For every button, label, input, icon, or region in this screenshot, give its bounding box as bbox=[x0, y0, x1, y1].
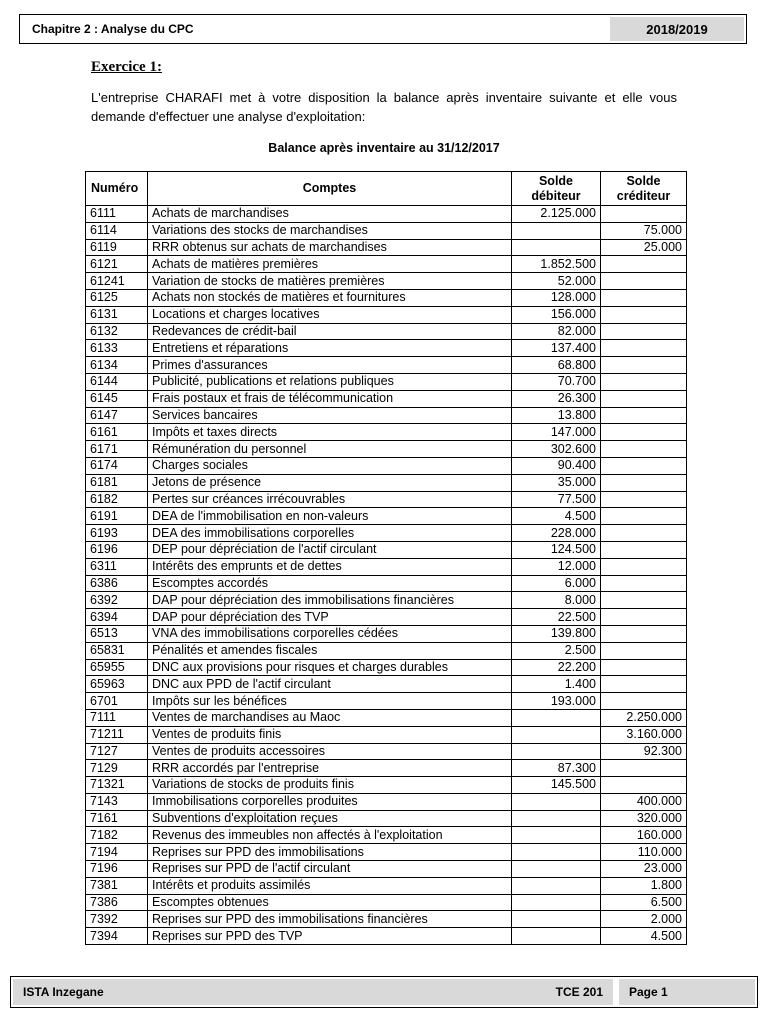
debit-balance: 1.852.500 bbox=[512, 256, 601, 273]
credit-balance bbox=[601, 760, 687, 777]
credit-balance bbox=[601, 306, 687, 323]
debit-balance: 22.500 bbox=[512, 609, 601, 626]
table-row bbox=[86, 457, 687, 474]
table-row bbox=[86, 525, 687, 542]
school-year: 2018/2019 bbox=[609, 17, 744, 41]
credit-balance bbox=[601, 609, 687, 626]
debit-balance: 8.000 bbox=[512, 592, 601, 609]
debit-balance: 4.500 bbox=[512, 508, 601, 525]
debit-balance: 77.500 bbox=[512, 491, 601, 508]
account-label: DEA de l'immobilisation en non-valeurs bbox=[148, 508, 512, 525]
table-row bbox=[86, 222, 687, 239]
table-row bbox=[86, 373, 687, 390]
col-header-comptes: Comptes bbox=[148, 172, 512, 206]
table-row bbox=[86, 206, 687, 223]
account-label: DAP pour dépréciation des TVP bbox=[148, 609, 512, 626]
exercise-intro: L'entreprise CHARAFI met à votre disposition la balance après inventaire suivante et elle vous demande d'effectuer une analyse d'exploitation: bbox=[91, 90, 677, 124]
table-row bbox=[86, 877, 687, 894]
account-label: Reprises sur PPD des TVP bbox=[148, 928, 512, 945]
account-label: Variations de stocks de produits finis bbox=[148, 777, 512, 794]
debit-balance bbox=[512, 810, 601, 827]
table-row bbox=[86, 659, 687, 676]
account-number: 7182 bbox=[86, 827, 148, 844]
table-row bbox=[86, 726, 687, 743]
table-row bbox=[86, 441, 687, 458]
credit-balance bbox=[601, 273, 687, 290]
table-row bbox=[86, 642, 687, 659]
account-label: Rémunération du personnel bbox=[148, 441, 512, 458]
account-number: 6513 bbox=[86, 625, 148, 642]
account-label: Immobilisations corporelles produites bbox=[148, 793, 512, 810]
table-row bbox=[86, 844, 687, 861]
debit-balance: 52.000 bbox=[512, 273, 601, 290]
account-number: 6392 bbox=[86, 592, 148, 609]
col-header-debit: Solde débiteur bbox=[512, 172, 601, 206]
credit-balance bbox=[601, 508, 687, 525]
account-label: Frais postaux et frais de télécommunication bbox=[148, 390, 512, 407]
account-label: Escomptes accordés bbox=[148, 575, 512, 592]
account-number: 7129 bbox=[86, 760, 148, 777]
account-number: 6174 bbox=[86, 457, 148, 474]
account-label: Reprises sur PPD des immobilisations bbox=[148, 844, 512, 861]
table-row bbox=[86, 810, 687, 827]
account-label: Achats de matières premières bbox=[148, 256, 512, 273]
account-number: 65831 bbox=[86, 642, 148, 659]
account-number: 6134 bbox=[86, 357, 148, 374]
account-label: Entretiens et réparations bbox=[148, 340, 512, 357]
account-label: Impôts et taxes directs bbox=[148, 424, 512, 441]
debit-balance bbox=[512, 861, 601, 878]
account-label: DAP pour dépréciation des immobilisations financières bbox=[148, 592, 512, 609]
credit-balance: 2.000 bbox=[601, 911, 687, 928]
account-label: Jetons de présence bbox=[148, 474, 512, 491]
debit-balance: 139.800 bbox=[512, 625, 601, 642]
table-row bbox=[86, 273, 687, 290]
credit-balance bbox=[601, 457, 687, 474]
account-label: Reprises sur PPD de l'actif circulant bbox=[148, 861, 512, 878]
account-label: RRR obtenus sur achats de marchandises bbox=[148, 239, 512, 256]
debit-balance bbox=[512, 743, 601, 760]
account-number: 6147 bbox=[86, 407, 148, 424]
debit-balance: 193.000 bbox=[512, 693, 601, 710]
account-label: Redevances de crédit-bail bbox=[148, 323, 512, 340]
credit-balance bbox=[601, 323, 687, 340]
table-row bbox=[86, 609, 687, 626]
account-label: Revenus des immeubles non affectés à l'exploitation bbox=[148, 827, 512, 844]
account-number: 6182 bbox=[86, 491, 148, 508]
account-number: 71321 bbox=[86, 777, 148, 794]
debit-balance bbox=[512, 726, 601, 743]
credit-balance: 160.000 bbox=[601, 827, 687, 844]
account-number: 6193 bbox=[86, 525, 148, 542]
account-number: 6144 bbox=[86, 373, 148, 390]
account-number: 6133 bbox=[86, 340, 148, 357]
table-row bbox=[86, 575, 687, 592]
credit-balance bbox=[601, 642, 687, 659]
account-label: Intérêts des emprunts et de dettes bbox=[148, 558, 512, 575]
debit-balance: 147.000 bbox=[512, 424, 601, 441]
account-number: 6161 bbox=[86, 424, 148, 441]
account-number: 6171 bbox=[86, 441, 148, 458]
account-label: DEP pour dépréciation de l'actif circulant bbox=[148, 541, 512, 558]
table-body bbox=[86, 206, 687, 945]
credit-balance: 4.500 bbox=[601, 928, 687, 945]
table-row bbox=[86, 390, 687, 407]
table-row bbox=[86, 340, 687, 357]
credit-balance bbox=[601, 659, 687, 676]
account-label: Variations des stocks de marchandises bbox=[148, 222, 512, 239]
debit-balance: 228.000 bbox=[512, 525, 601, 542]
account-number: 6394 bbox=[86, 609, 148, 626]
account-label: Primes d'assurances bbox=[148, 357, 512, 374]
table-row bbox=[86, 743, 687, 760]
debit-balance: 26.300 bbox=[512, 390, 601, 407]
debit-balance bbox=[512, 911, 601, 928]
debit-balance: 22.200 bbox=[512, 659, 601, 676]
account-label: Locations et charges locatives bbox=[148, 306, 512, 323]
account-number: 7161 bbox=[86, 810, 148, 827]
chapter-title: Chapitre 2 : Analyse du CPC bbox=[20, 15, 609, 43]
account-number: 6119 bbox=[86, 239, 148, 256]
table-row bbox=[86, 861, 687, 878]
debit-balance bbox=[512, 827, 601, 844]
credit-balance: 320.000 bbox=[601, 810, 687, 827]
debit-balance bbox=[512, 877, 601, 894]
account-number: 6131 bbox=[86, 306, 148, 323]
credit-balance bbox=[601, 340, 687, 357]
col-header-credit: Solde créditeur bbox=[601, 172, 687, 206]
table-row bbox=[86, 894, 687, 911]
account-number: 6114 bbox=[86, 222, 148, 239]
table-row bbox=[86, 777, 687, 794]
footer-left bbox=[13, 979, 613, 1005]
account-number: 7143 bbox=[86, 793, 148, 810]
debit-balance bbox=[512, 928, 601, 945]
credit-balance bbox=[601, 474, 687, 491]
table-row bbox=[86, 676, 687, 693]
account-label: Achats non stockés de matières et fournitures bbox=[148, 289, 512, 306]
table-row bbox=[86, 911, 687, 928]
account-label: RRR accordés par l'entreprise bbox=[148, 760, 512, 777]
credit-balance bbox=[601, 693, 687, 710]
account-label: DEA des immobilisations corporelles bbox=[148, 525, 512, 542]
table-row bbox=[86, 474, 687, 491]
account-label: VNA des immobilisations corporelles cédées bbox=[148, 625, 512, 642]
credit-balance bbox=[601, 407, 687, 424]
table-header-row bbox=[86, 172, 687, 206]
debit-balance: 82.000 bbox=[512, 323, 601, 340]
account-number: 6311 bbox=[86, 558, 148, 575]
debit-balance bbox=[512, 222, 601, 239]
col-header-numero: Numéro bbox=[86, 172, 148, 206]
account-number: 71211 bbox=[86, 726, 148, 743]
table-row bbox=[86, 407, 687, 424]
account-label: Reprises sur PPD des immobilisations financières bbox=[148, 911, 512, 928]
table-row bbox=[86, 558, 687, 575]
page-number: Page 1 bbox=[619, 979, 755, 1005]
credit-balance bbox=[601, 256, 687, 273]
debit-balance bbox=[512, 894, 601, 911]
debit-balance bbox=[512, 844, 601, 861]
module-code: TCE 201 bbox=[555, 985, 603, 999]
table-row bbox=[86, 256, 687, 273]
account-label: Achats de marchandises bbox=[148, 206, 512, 223]
credit-balance: 2.250.000 bbox=[601, 709, 687, 726]
account-number: 7386 bbox=[86, 894, 148, 911]
credit-balance bbox=[601, 357, 687, 374]
credit-balance bbox=[601, 491, 687, 508]
credit-balance: 6.500 bbox=[601, 894, 687, 911]
debit-balance bbox=[512, 709, 601, 726]
account-number: 65963 bbox=[86, 676, 148, 693]
table-row bbox=[86, 424, 687, 441]
debit-balance: 2.500 bbox=[512, 642, 601, 659]
credit-balance bbox=[601, 206, 687, 223]
debit-balance: 13.800 bbox=[512, 407, 601, 424]
debit-balance: 12.000 bbox=[512, 558, 601, 575]
account-number: 6181 bbox=[86, 474, 148, 491]
credit-balance: 92.300 bbox=[601, 743, 687, 760]
account-number: 6386 bbox=[86, 575, 148, 592]
account-number: 7196 bbox=[86, 861, 148, 878]
account-number: 6125 bbox=[86, 289, 148, 306]
credit-balance bbox=[601, 390, 687, 407]
account-number: 6121 bbox=[86, 256, 148, 273]
account-label: Ventes de produits accessoires bbox=[148, 743, 512, 760]
account-label: Escomptes obtenues bbox=[148, 894, 512, 911]
credit-balance bbox=[601, 373, 687, 390]
table-row bbox=[86, 491, 687, 508]
credit-balance bbox=[601, 575, 687, 592]
school-name: ISTA Inzegane bbox=[23, 985, 104, 999]
trial-balance-table bbox=[85, 171, 687, 945]
credit-balance: 1.800 bbox=[601, 877, 687, 894]
account-number: 6132 bbox=[86, 323, 148, 340]
account-number: 65955 bbox=[86, 659, 148, 676]
debit-balance: 156.000 bbox=[512, 306, 601, 323]
account-number: 7381 bbox=[86, 877, 148, 894]
account-number: 6191 bbox=[86, 508, 148, 525]
account-number: 6196 bbox=[86, 541, 148, 558]
account-number: 7394 bbox=[86, 928, 148, 945]
debit-balance: 1.400 bbox=[512, 676, 601, 693]
credit-balance bbox=[601, 676, 687, 693]
account-label: Pertes sur créances irrécouvrables bbox=[148, 491, 512, 508]
debit-balance: 124.500 bbox=[512, 541, 601, 558]
credit-balance bbox=[601, 424, 687, 441]
table-row bbox=[86, 323, 687, 340]
account-label: Pénalités et amendes fiscales bbox=[148, 642, 512, 659]
table-row bbox=[86, 709, 687, 726]
account-number: 61241 bbox=[86, 273, 148, 290]
account-number: 7127 bbox=[86, 743, 148, 760]
account-label: Impôts sur les bénéfices bbox=[148, 693, 512, 710]
exercise-title: Exercice 1: bbox=[91, 59, 162, 75]
credit-balance bbox=[601, 592, 687, 609]
credit-balance bbox=[601, 441, 687, 458]
credit-balance bbox=[601, 558, 687, 575]
table-row bbox=[86, 793, 687, 810]
credit-balance: 3.160.000 bbox=[601, 726, 687, 743]
debit-balance bbox=[512, 793, 601, 810]
credit-balance bbox=[601, 525, 687, 542]
table-row bbox=[86, 827, 687, 844]
table-row bbox=[86, 928, 687, 945]
account-label: Ventes de marchandises au Maoc bbox=[148, 709, 512, 726]
credit-balance: 23.000 bbox=[601, 861, 687, 878]
page-footer bbox=[10, 976, 758, 1008]
credit-balance: 75.000 bbox=[601, 222, 687, 239]
account-label: DNC aux PPD de l'actif circulant bbox=[148, 676, 512, 693]
account-label: Intérêts et produits assimilés bbox=[148, 877, 512, 894]
debit-balance: 6.000 bbox=[512, 575, 601, 592]
account-number: 7392 bbox=[86, 911, 148, 928]
account-label: Charges sociales bbox=[148, 457, 512, 474]
account-label: Ventes de produits finis bbox=[148, 726, 512, 743]
account-label: Publicité, publications et relations publiques bbox=[148, 373, 512, 390]
table-row bbox=[86, 760, 687, 777]
debit-balance: 145.500 bbox=[512, 777, 601, 794]
debit-balance: 35.000 bbox=[512, 474, 601, 491]
debit-balance: 87.300 bbox=[512, 760, 601, 777]
account-number: 7194 bbox=[86, 844, 148, 861]
debit-balance: 302.600 bbox=[512, 441, 601, 458]
table-row bbox=[86, 239, 687, 256]
credit-balance: 400.000 bbox=[601, 793, 687, 810]
debit-balance: 2.125.000 bbox=[512, 206, 601, 223]
account-number: 6701 bbox=[86, 693, 148, 710]
credit-balance bbox=[601, 289, 687, 306]
debit-balance: 137.400 bbox=[512, 340, 601, 357]
table-row bbox=[86, 306, 687, 323]
account-label: DNC aux provisions pour risques et charges durables bbox=[148, 659, 512, 676]
credit-balance: 110.000 bbox=[601, 844, 687, 861]
table-row bbox=[86, 508, 687, 525]
account-number: 6111 bbox=[86, 206, 148, 223]
account-label: Subventions d'exploitation reçues bbox=[148, 810, 512, 827]
table-row bbox=[86, 625, 687, 642]
table-caption: Balance après inventaire au 31/12/2017 bbox=[268, 141, 500, 155]
table-row bbox=[86, 541, 687, 558]
table-row bbox=[86, 693, 687, 710]
account-number: 7111 bbox=[86, 709, 148, 726]
debit-balance bbox=[512, 239, 601, 256]
debit-balance: 90.400 bbox=[512, 457, 601, 474]
account-label: Variation de stocks de matières premières bbox=[148, 273, 512, 290]
table-row bbox=[86, 289, 687, 306]
page-header bbox=[19, 14, 747, 44]
table-row bbox=[86, 592, 687, 609]
table-row bbox=[86, 357, 687, 374]
credit-balance bbox=[601, 625, 687, 642]
debit-balance: 68.800 bbox=[512, 357, 601, 374]
credit-balance bbox=[601, 777, 687, 794]
debit-balance: 70.700 bbox=[512, 373, 601, 390]
account-number: 6145 bbox=[86, 390, 148, 407]
debit-balance: 128.000 bbox=[512, 289, 601, 306]
credit-balance: 25.000 bbox=[601, 239, 687, 256]
credit-balance bbox=[601, 541, 687, 558]
account-label: Services bancaires bbox=[148, 407, 512, 424]
